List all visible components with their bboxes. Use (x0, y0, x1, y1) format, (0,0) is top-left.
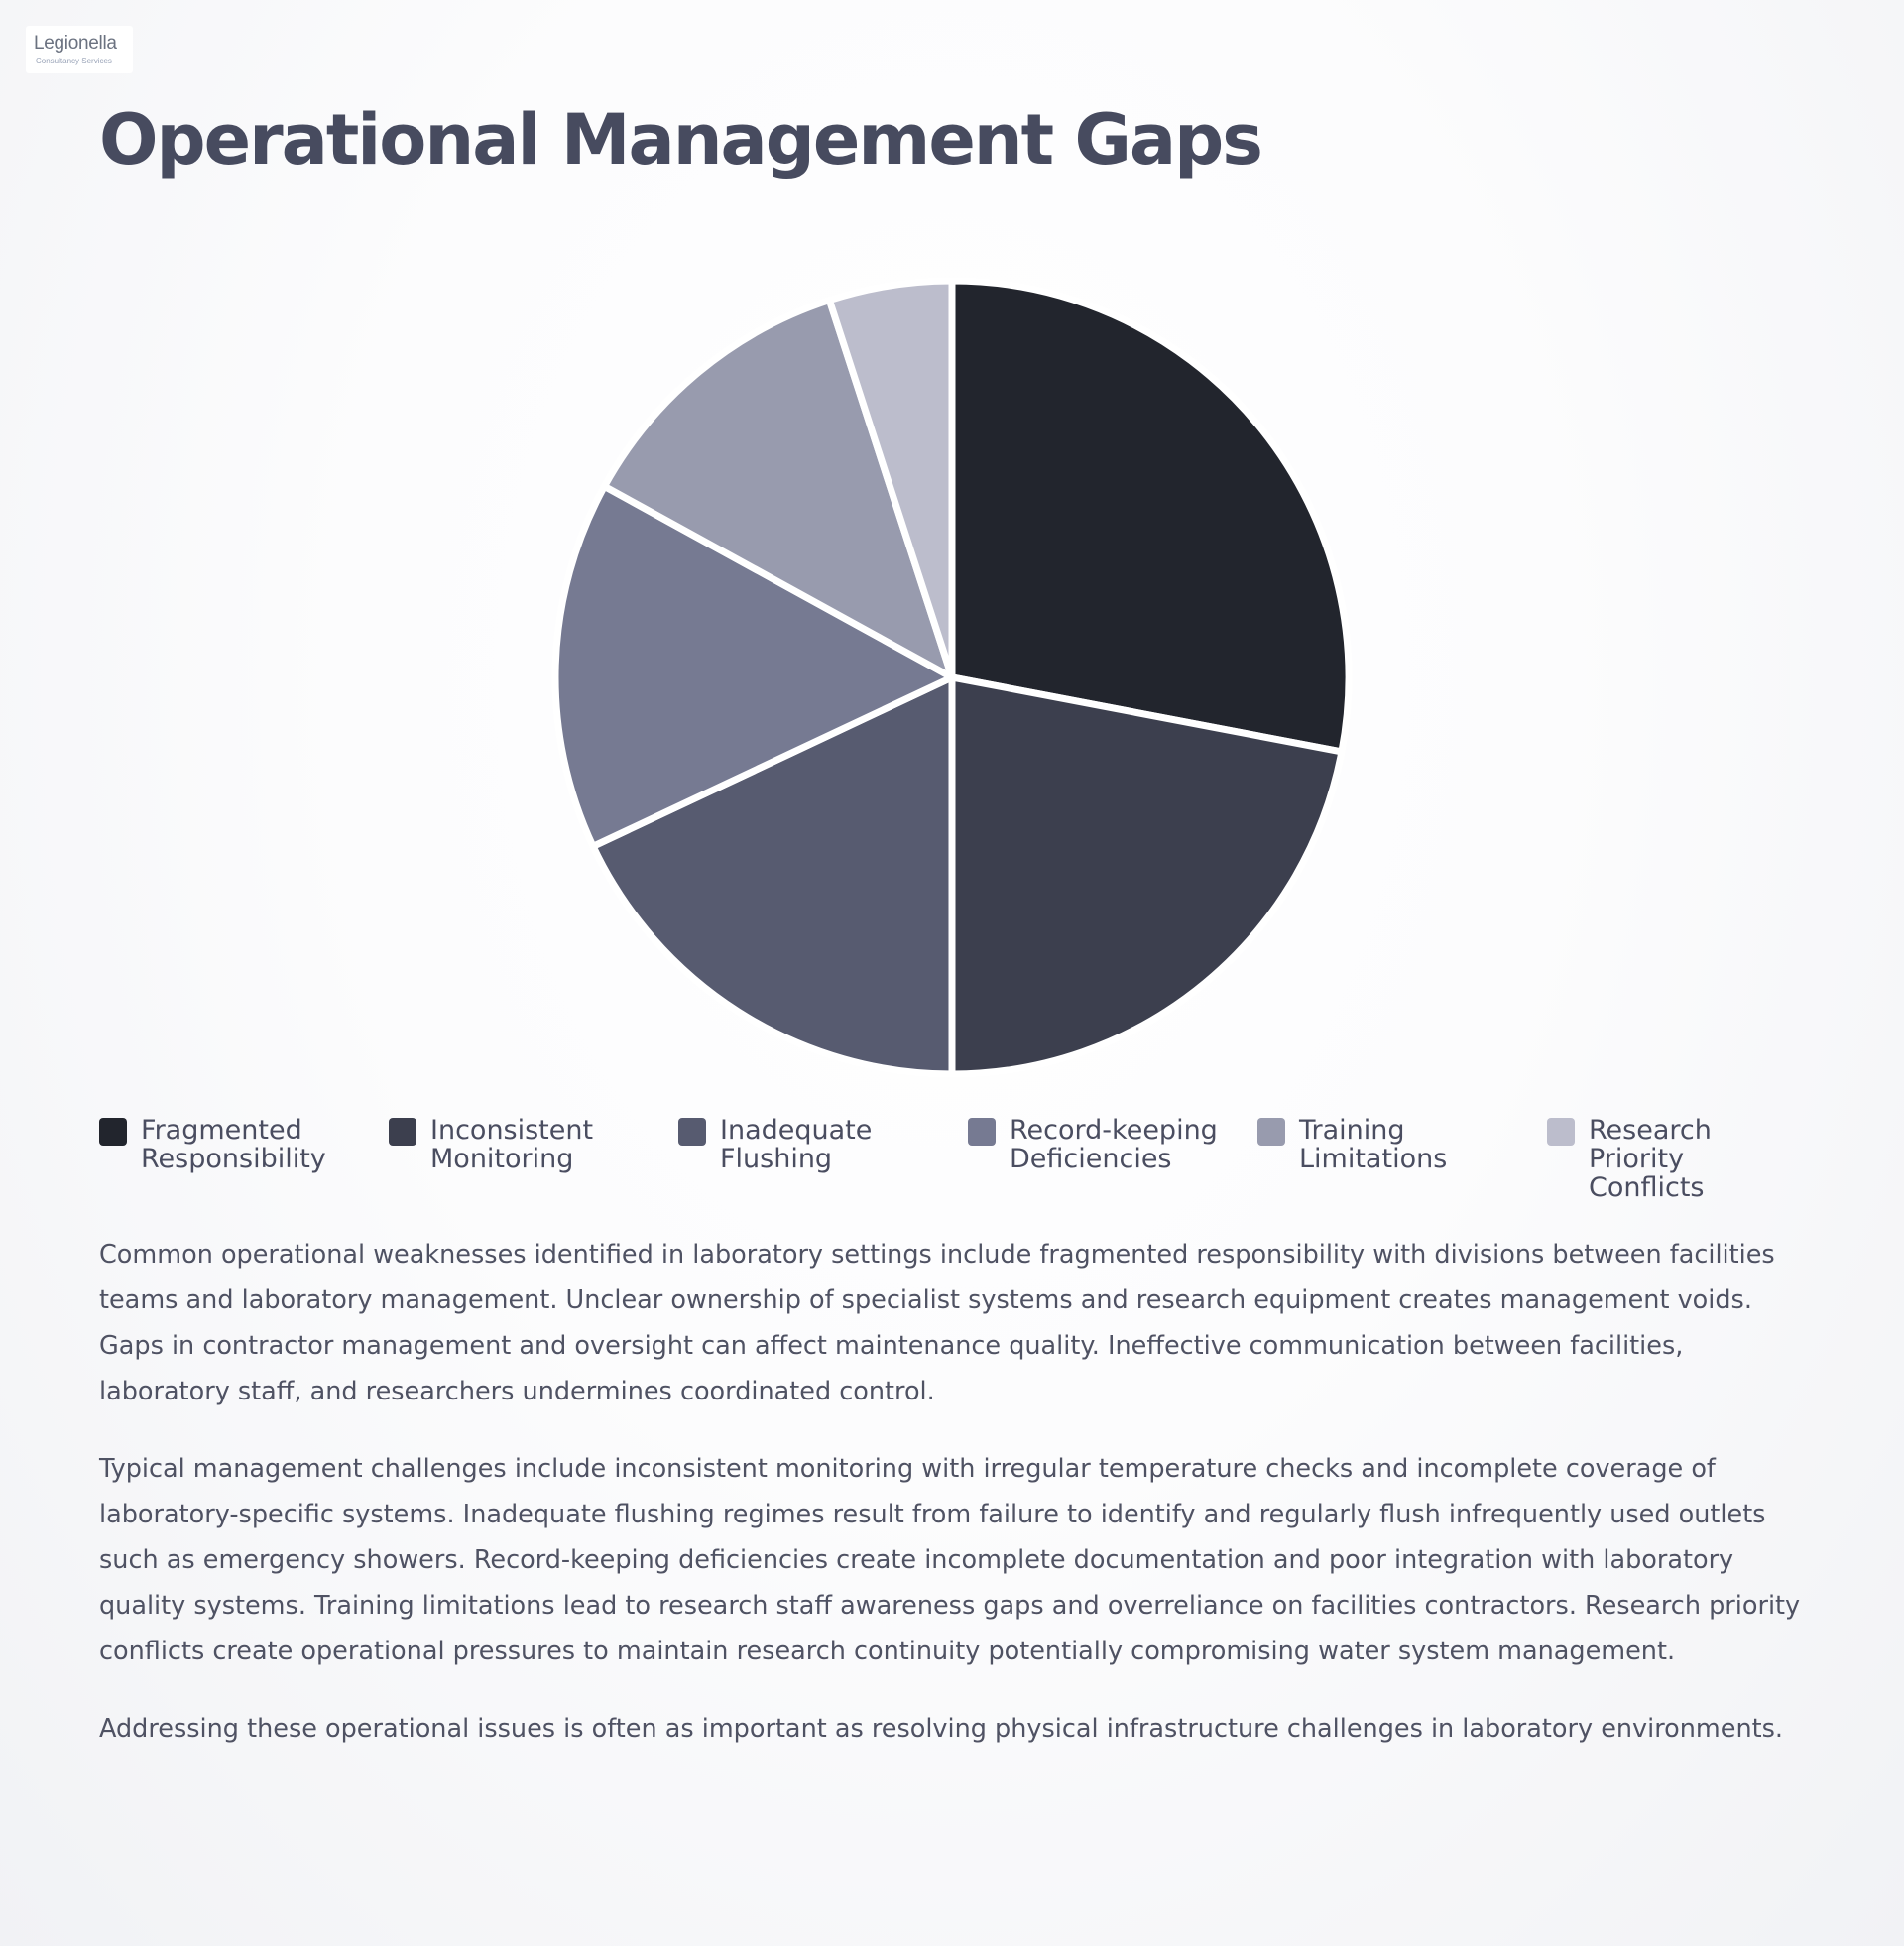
legend-label: Training Limitations (1299, 1115, 1448, 1174)
chart-legend (99, 1116, 1844, 1205)
legend-label: Research Priority Conflicts (1589, 1115, 1712, 1203)
legend-swatch (389, 1118, 416, 1146)
legend-label: Fragmented Responsibility (141, 1115, 326, 1174)
legend-label: Record-keeping Deficiencies (1010, 1115, 1218, 1174)
page-title: Operational Management Gaps (99, 99, 1261, 181)
body-text (99, 1232, 1805, 1783)
legend-swatch (1257, 1118, 1285, 1146)
logo-name: Legionella (34, 33, 117, 54)
legend-swatch (99, 1118, 127, 1146)
paragraph-2: Typical management challenges include inconsistent monitoring with irregular temperature checks and incomplete coverage of laboratory-specific systems. Inadequate flushing regimes result from failure to identify and regularly flush infrequently used outlets such as emergency showers. Record-keeping deficiencies create incomplete documentation and poor integration with laboratory quality systems. Training limitations lead to research staff awareness gaps and overreliance on facilities contractors. Research priority conflicts create operational pressures to maintain research continuity potentially compromising water system management. (99, 1454, 1801, 1666)
legend-swatch (678, 1118, 706, 1146)
legend-label: Inadequate Flushing (720, 1115, 873, 1174)
logo-subtitle: Consultancy Services (36, 57, 112, 65)
legend-label: Inconsistent Monitoring (430, 1115, 594, 1174)
paragraph-1: Common operational weaknesses identified in laboratory settings include fragmented responsibility with divisions between facilities teams and laboratory management. Unclear ownership of specialist systems and research equipment creates management voids. Gaps in contractor management and oversight can affect maintenance quality. Ineffective communication between facilities, laboratory staff, and researchers undermines coordinated control. (99, 1240, 1775, 1406)
legend-swatch (1547, 1118, 1575, 1146)
pie-slice-fragmented-responsibility (952, 281, 1349, 752)
legend-swatch (968, 1118, 996, 1146)
paragraph-3: Addressing these operational issues is often as important as resolving physical infrastructure challenges in laboratory environments. (99, 1714, 1783, 1744)
